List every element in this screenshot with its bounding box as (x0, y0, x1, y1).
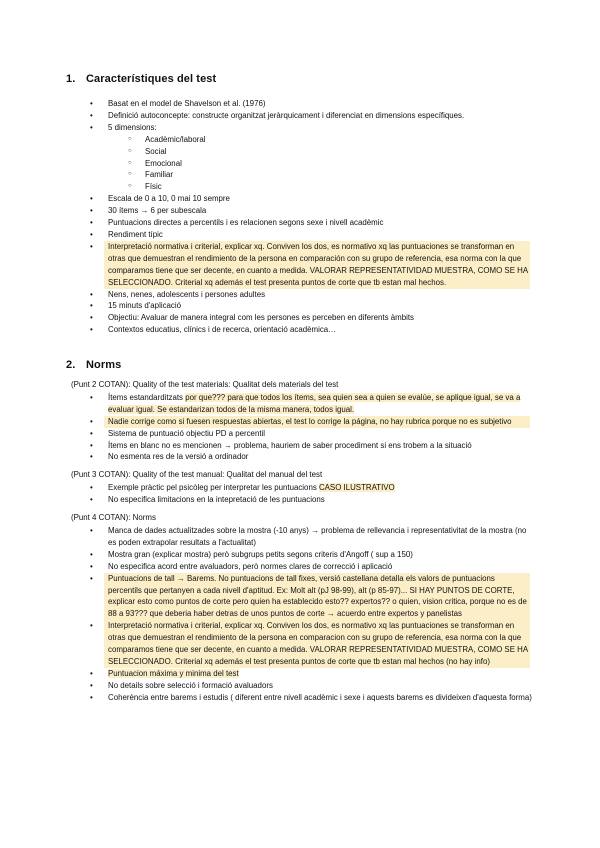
list-item: • No especifica limitacions en la intepretació de les puntuacions (0, 494, 600, 506)
list-item: • Definició autoconcepte: constructe organitzat jeràrquicament i diferenciat en dimensions específiques. (0, 110, 600, 122)
list-item: • No esmenta res de la versió a ordinador (0, 451, 600, 463)
highlighted-text: • Interpretació normativa i criterial, explicar xq. Conviven los dos, es normativo xq las puntuaciones se transforman en otras que demuestran el rendimiento de la persona en comparación con su grupo de referencia, esa norma con la que comparamos tiene que ser decente, en cuanto a medida. VALORAR REPRESENTATIVIDAD MUESTRA, COMO SE HA SELECCIONADO. Criterial xq además el test presenta puntos de corte que tb estan mal hechos. (104, 241, 530, 289)
subsection-header-punt4: (Punt 4 COTAN): Norms (71, 513, 156, 523)
list-item: • No details sobre selecció i formació avaluadors (0, 680, 600, 692)
section-title: Norms (86, 359, 122, 371)
list-item: • Puntuacions directes a percentils i es relacionen segons sexe i nivell acadèmic (0, 217, 600, 229)
norms-content (0, 379, 600, 704)
list-item: • Escala de 0 a 10, 0 mai 10 sempre (0, 193, 600, 205)
section-number: 2. (66, 359, 76, 371)
highlighted-text: por que??? para que todos los ítems, sea quien sea a quien se evalúe, se aplique igual, se va a evaluar igual. Se estandarizan todos de la misma manera, todos igual. (108, 392, 521, 414)
list-item: • Nens, nenes, adolescents i persones adultes (0, 289, 600, 301)
list-item-highlighted (0, 620, 600, 668)
list-item: • Coherència entre barems i estudis ( diferent entre nivell acadèmic i sexe i aquests barems es divideixen d'aquesta forma) (0, 692, 600, 704)
highlighted-text: • Nadie corrige como si fuesen respuestas abiertas, el test lo corrige la página, no hay rubrica porque no es subjetivo (104, 416, 530, 428)
highlighted-text: • Puntuacions de tall → Barems. No puntuacions de tall fixes, versió castellana detalla els valors de puntuacions percentils que pertanyen a cada nivell d'aptitud. Ex: Molt alt (pJ 98-99), alt (p 85-97)... SI HAY PUNTOS DE CORTE, explicar esto como puntos de corte pero quien ha establecido esto?? expertos?? o quien, vision critica, porque no es de 88 a 93??? que deberia haber detras de unos puntos de corte → acuerdo entre expertos y panelistas (104, 573, 530, 621)
list-item: • Manca de dades actualitzades sobre la mostra (-10 anys) → problema de rellevancia i representativitat de la mostra (no es poden extrapolar resultats a l'actualitat) (0, 525, 600, 549)
list-item (0, 482, 600, 494)
list-item: • Mostra gran (explicar mostra) però subgrups petits segons criteris d'Angoff ( sup a 150) (0, 549, 600, 561)
list-item: • 30 ítems → 6 per subescala (0, 205, 600, 217)
list-item-highlighted (0, 668, 600, 680)
list-item: • Sistema de puntuació objectiu PD a percentil (0, 428, 600, 440)
item-text: Ítems estandarditzats (108, 392, 186, 402)
highlighted-text: Puntuacion máxima y minima del test (108, 668, 239, 678)
sub-list-item: ○ Físic (0, 181, 600, 193)
subsection-header-punt3: (Punt 3 COTAN): Quality of the test manual: Qualitat del manual del test (71, 470, 323, 480)
subsection-header-punt2: (Punt 2 COTAN): Quality of the test materials: Qualitat dels materials del test (71, 380, 339, 389)
section-title: Característiques del test (86, 73, 217, 85)
list-item-highlighted (0, 416, 600, 428)
list-item: • 5 dimensions: (0, 122, 600, 134)
item-text: Exemple pràctic pel psicòleg per interpretar les puntuacions (108, 483, 319, 493)
list-item: • No especifica acord entre avaluadors, però normes clares de correcció i aplicació (0, 561, 600, 573)
sub-list-item: ○ Emocional (0, 158, 600, 170)
section-number: 1. (66, 73, 76, 85)
sub-list-item: ○ Social (0, 146, 600, 158)
list-item: • Objectiu: Avaluar de manera integral com les persones es perceben en diferents àmbits (0, 312, 600, 324)
list-item-highlighted (0, 241, 600, 289)
characteristics-list (0, 98, 600, 336)
highlighted-text: CASO ILUSTRATIVO (318, 483, 395, 493)
list-item-highlighted (0, 573, 600, 621)
list-item (0, 392, 600, 416)
list-item: • Rendiment típic (0, 229, 600, 241)
sub-list-item: ○ Acadèmic/laboral (0, 134, 600, 146)
list-item: • Basat en el model de Shavelson et al. (1976) (0, 98, 600, 110)
highlighted-text: • Interpretació normativa i criterial, explicar xq. Conviven los dos, es normativo xq las puntuaciones se transforman en otras que demuestran el rendimiento de la persona en comparacion con su grupo de referencia, esa norma con la que comparamos tiene que ser decente, en cuanto a medida. VALORAR REPRESENTATIVIDAD MUESTRA, COMO SE HA SELECCIONADO. Criterial xq además el test presenta puntos de corte que tb estan mal hechos (no hay info) (104, 620, 530, 668)
section-heading-norms (66, 359, 121, 371)
list-item: • Contextos educatius, clínics i de recerca, orientació acadèmica… (0, 324, 600, 336)
list-item: • Ítems en blanc no es mencionen → problema, hauriem de saber procediment si ens trobem a la situació (0, 440, 600, 452)
section-heading-characteristics (66, 73, 216, 85)
list-item: • 15 minuts d'aplicació (0, 300, 600, 312)
sub-list-item: ○ Familiar (0, 169, 600, 181)
